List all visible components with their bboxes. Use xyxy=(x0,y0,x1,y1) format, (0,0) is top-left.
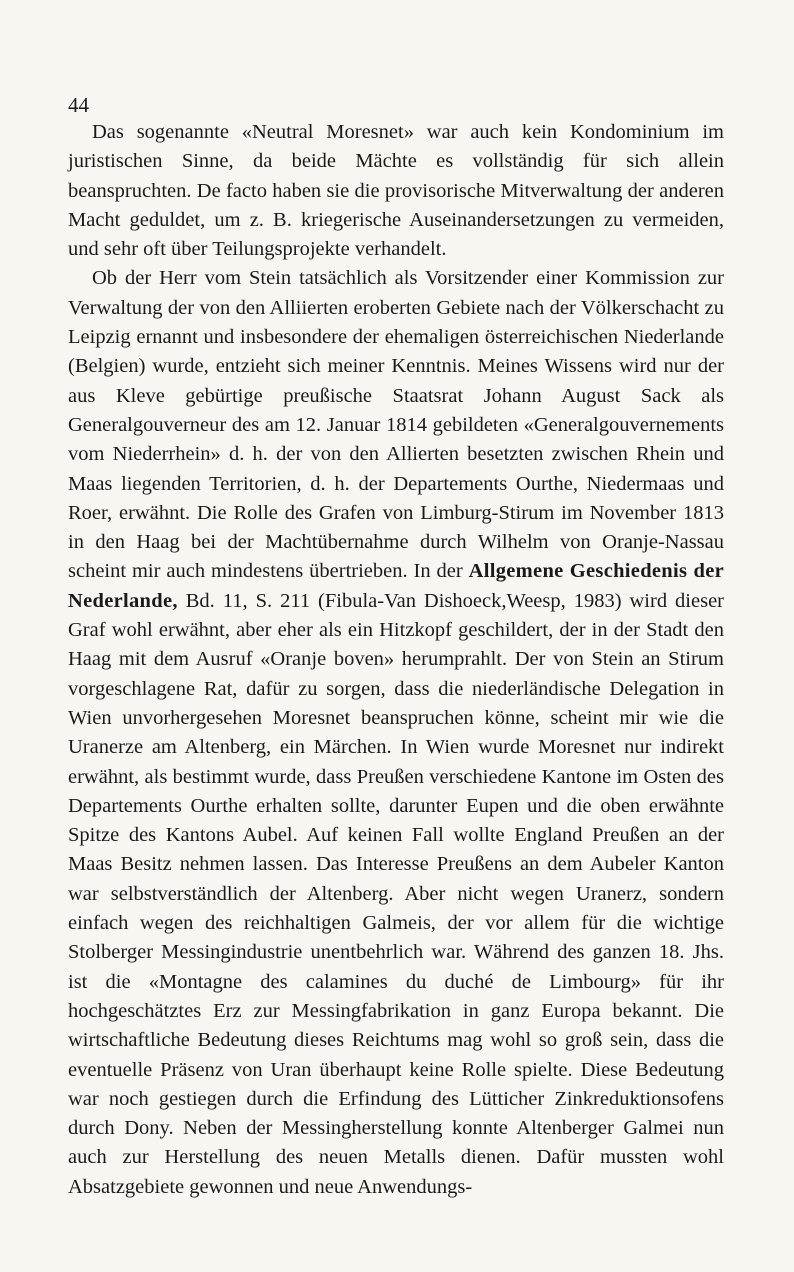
paragraph-2-text-before: Ob der Herr vom Stein tatsächlich als Vorsitzender einer Kommission zur Verwaltung der von den Alliierten eroberten Gebiete nach der Völkerschacht zu Leipzig ernannt und insbesondere der ehemaligen österreichischen Niederlande (Belgien) wurde, entzieht sich meiner Kenntnis. Meines Wissens wird nur der aus Kleve gebürtige preußische Staatsrat Johann August Sack als Generalgouverneur des am 12. Januar 1814 gebildeten «Generalgouvernements vom Niederrhein» d. h. der von den Allierten besetzten zwischen Rhein und Maas liegenden Territorien, d. h. der Departements Ourthe, Niedermaas und Roer, erwähnt. Die Rolle des Grafen von Limburg-Stirum im November 1813 in den Haag bei der Machtübernahme durch Wilhelm von Oranje-Nassau scheint mir auch mindestens übertrieben. In der xyxy=(68,267,724,583)
paragraph-1: Das sogenannte «Neutral Moresnet» war auch kein Kondominium im juristischen Sinne, da beide Mächte es vollständig für sich allein beanspruchten. De facto haben sie die provisorische Mitverwaltung der anderen Macht geduldet, um z. B. kriegerische Auseinandersetzungen zu vermeiden, und sehr oft über Teilungsprojekte verhandelt. xyxy=(68,121,724,261)
book-title: Allgemene Geschiedenis der Nederlande, xyxy=(68,560,724,612)
paragraph-2 xyxy=(68,264,724,1202)
paragraph-2-text-after: Bd. 11, S. 211 (Fibula-Van Dishoeck,Weesp, 1983) wird dieser Graf wohl erwähnt, aber eher als ein Hitzkopf geschildert, der in der Stadt den Haag mit dem Ausruf «Oranje boven» herumprahlt. Der von Stein an Stirum vorgeschlagene Rat, dafür zu sorgen, dass die niederländische Delegation in Wien unvorhergesehen Moresnet beanspruchen könne, scheint mir wie die Uranerze am Altenberg, ein Märchen. In Wien wurde Moresnet nur indirekt erwähnt, als bestimmt wurde, dass Preußen verschiedene Kantone im Osten des Departements Ourthe erhalten sollte, darunter Eupen und die oben erwähnte Spitze des Kantons Aubel. Auf keinen Fall wollte England Preußen an der Maas Besitz nehmen lassen. Das Interesse Preußens an dem Aubeler Kanton war selbstverständlich der Altenberg. Aber nicht wegen Uranerz, sondern einfach wegen des reichhaltigen Galmeis, der vor allem für die wichtige Stolberger Messingindustrie unentbehrlich war. Während des ganzen 18. Jhs. ist die «Montagne des calamines du duché de Limbourg» für ihr hochgeschätztes Erz zur Messingfabrikation in ganz Europa bekannt. Die wirtschaftliche Bedeutung dieses Reichtums mag wohl so groß sein, dass die eventuelle Präsenz von Uran überhaupt keine Rolle spielte. Diese Bedeutung war noch gestiegen durch die Erfindung des Lütticher Zinkreduktionsofens durch Dony. Neben der Messingherstellung konnte Altenberger Galmei nun auch zur Herstellung des neuen Metalls dienen. Dafür mussten wohl Absatzgebiete gewonnen und neue Anwendungs- xyxy=(68,589,724,1198)
body-text xyxy=(68,118,724,1202)
page-number: 44 xyxy=(68,93,89,117)
